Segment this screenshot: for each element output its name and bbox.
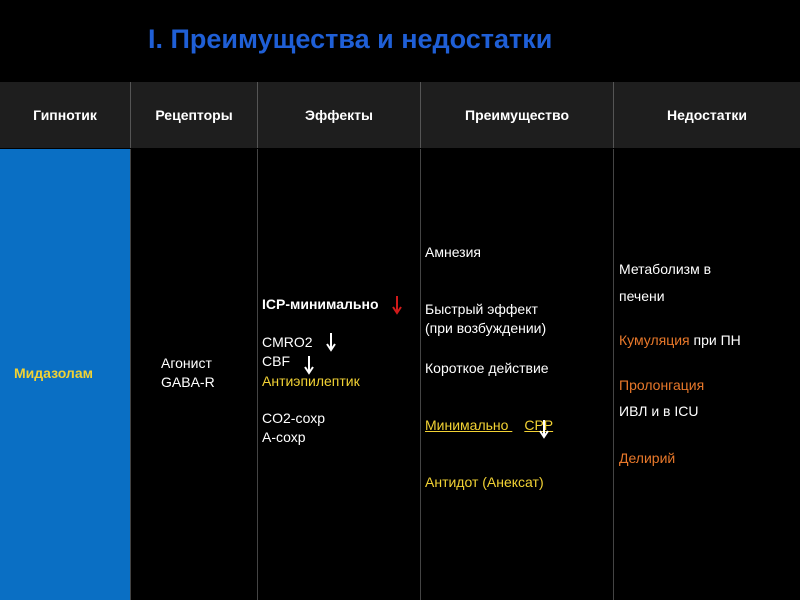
- dis-delirium: Делирий: [619, 450, 676, 466]
- adv-fast-1: Быстрый эффект: [425, 301, 538, 317]
- effect-a: A-сохр: [262, 429, 306, 445]
- receptor-line-1: Агонист: [161, 355, 212, 371]
- adv-minimal: [425, 417, 553, 433]
- header-receptors: Рецепторы: [131, 82, 258, 148]
- header-effects: Эффекты: [258, 82, 421, 148]
- arrow-down-icon: [539, 419, 549, 439]
- adv-short: Короткое действие: [425, 360, 549, 376]
- effect-antiepileptic: Антиэпилептик: [262, 373, 360, 389]
- receptor-line-2: GABA-R: [161, 374, 215, 390]
- adv-antidote: Антидот (Анексат): [425, 474, 544, 490]
- arrow-down-icon: [304, 355, 314, 375]
- adv-amnesia: Амнезия: [425, 244, 481, 260]
- header-disadvantages: Недостатки: [614, 82, 800, 148]
- dis-cumulation: [619, 332, 741, 348]
- dis-metab-1: Метаболизм в: [619, 261, 712, 277]
- effect-co2: CO2-сохр: [262, 410, 326, 426]
- arrow-down-red-icon: [392, 295, 402, 315]
- effect-cmro2: CMRO2: [262, 334, 313, 350]
- hypnotic-name: Мидазолам: [14, 365, 93, 381]
- adv-cpp-text: CPP: [524, 417, 554, 433]
- cell-advantages: [421, 149, 614, 600]
- dis-cumul-word: Кумуляция: [619, 332, 690, 348]
- cell-hypnotic: [0, 149, 131, 600]
- dis-prolong: Пролонгация: [619, 377, 705, 393]
- dis-metab-2: печени: [619, 288, 665, 304]
- dis-cumul-rest: при ПН: [689, 332, 741, 348]
- header-advantages: Преимущество: [421, 82, 614, 148]
- cell-receptors: [131, 149, 258, 600]
- cell-disadvantages: [614, 149, 800, 600]
- adv-fast-2: (при возбуждении): [425, 320, 547, 336]
- cell-effects: [258, 149, 421, 600]
- arrow-down-icon: [326, 332, 336, 352]
- page-title: I. Преимущества и недостатки: [148, 24, 553, 54]
- effect-cbf: CBF: [262, 353, 290, 369]
- header-hypnotic: Гипнотик: [0, 82, 131, 148]
- effect-icp: ICP-минимально: [262, 296, 379, 312]
- dis-ivl: ИВЛ и в ICU: [619, 403, 699, 419]
- adv-minimal-text: Минимально: [425, 417, 513, 433]
